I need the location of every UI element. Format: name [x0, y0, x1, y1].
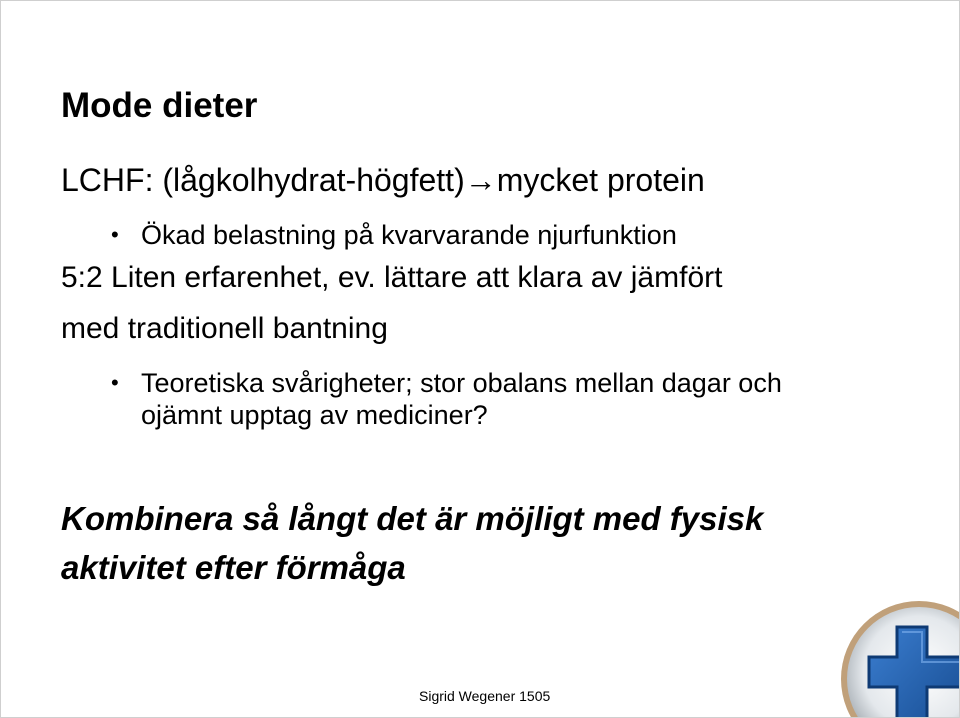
emphasis-line-2: aktivitet efter förmåga: [61, 549, 406, 586]
fivetwo-line-2: med traditionell bantning: [61, 312, 388, 345]
bullet-dot: •: [111, 222, 119, 247]
emphasis-line-1: Kombinera så långt det är möjligt med fysisk: [61, 500, 764, 537]
lchf-bullet: [111, 219, 677, 251]
slide-title: Mode dieter: [61, 86, 258, 125]
fivetwo-bullet-text-1: Teoretiska svårigheter; stor obalans mellan dagar och: [141, 368, 782, 398]
blue-cross-emblem-icon: [839, 599, 960, 718]
footer-text: Sigrid Wegener 1505: [419, 688, 551, 704]
lchf-bullet-text: Ökad belastning på kvarvarande njurfunktion: [141, 220, 677, 250]
fivetwo-bullet: [111, 367, 782, 431]
fivetwo-bullet-text-2: ojämnt upptag av mediciner?: [141, 400, 488, 430]
bullet-dot: •: [111, 370, 119, 395]
fivetwo-line-1: 5:2 Liten erfarenhet, ev. lättare att klara av jämfört: [61, 261, 723, 294]
lchf-line: LCHF: (lågkolhydrat-högfett)→mycket protein: [61, 162, 705, 198]
